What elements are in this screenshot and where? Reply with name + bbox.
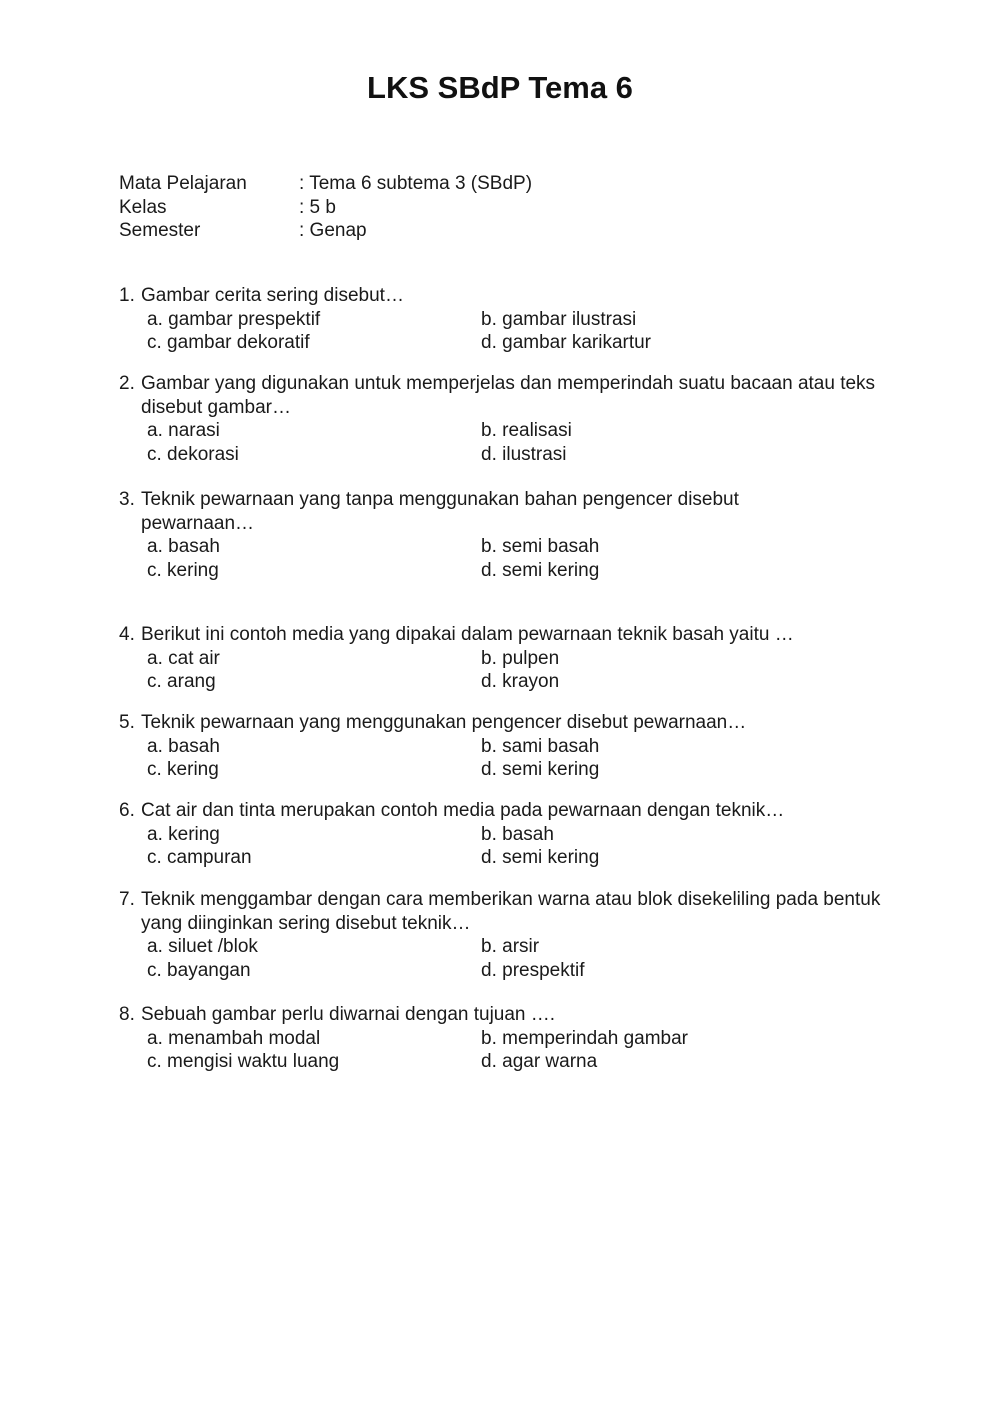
info-label: Semester — [119, 220, 201, 241]
option-a[interactable]: a. cat air — [147, 647, 220, 669]
question-number: 1. — [119, 285, 135, 306]
option-c[interactable]: c. bayangan — [147, 959, 251, 981]
question-2 — [119, 372, 886, 466]
question-text: Teknik menggambar dengan cara memberikan warna atau blok disekeliling pada bentuk yang diinginkan sering disebut teknik… — [141, 889, 881, 934]
question-stem — [119, 888, 886, 935]
info-block — [119, 172, 532, 243]
option-d[interactable]: d. semi kering — [481, 559, 600, 581]
question-stem — [119, 488, 815, 535]
option-c[interactable]: c. kering — [147, 559, 219, 581]
question-number: 2. — [119, 373, 135, 394]
option-c[interactable]: c. arang — [147, 671, 216, 692]
option-b[interactable]: b. arsir — [481, 936, 540, 957]
question-number: 8. — [119, 1004, 135, 1025]
question-5 — [119, 711, 886, 782]
option-d[interactable]: d. agar warna — [481, 1051, 598, 1072]
option-b[interactable]: b. semi basah — [481, 536, 600, 557]
question-number: 3. — [119, 489, 135, 510]
question-text: Gambar yang digunakan untuk memperjelas dan memperindah suatu bacaan atau teks disebut gambar… — [141, 373, 876, 418]
option-c[interactable]: c. campuran — [147, 847, 252, 868]
options-grid — [119, 935, 886, 982]
option-a[interactable]: a. kering — [147, 823, 220, 845]
option-b[interactable]: b. memperindah gambar — [481, 1027, 688, 1049]
option-a[interactable]: a. menambah modal — [147, 1027, 321, 1049]
option-a[interactable]: a. basah — [147, 536, 220, 557]
info-row-subject — [119, 172, 532, 196]
info-value: : 5 b — [299, 196, 336, 218]
option-c[interactable]: c. mengisi waktu luang — [147, 1051, 340, 1072]
info-row-semester — [119, 219, 532, 243]
info-row-class — [119, 196, 532, 220]
question-stem — [119, 623, 886, 647]
option-d[interactable]: d. gambar karikartur — [481, 332, 652, 353]
info-value: : Tema 6 subtema 3 (SBdP) — [299, 173, 533, 194]
question-text: Sebuah gambar perlu diwarnai dengan tujuan …. — [141, 1004, 556, 1025]
option-b[interactable]: b. pulpen — [481, 647, 560, 669]
option-c[interactable]: c. kering — [147, 759, 219, 780]
options-grid — [119, 535, 815, 582]
question-number: 4. — [119, 624, 135, 645]
option-b[interactable]: b. basah — [481, 823, 554, 845]
option-b[interactable]: b. sami basah — [481, 735, 600, 757]
options-grid — [119, 308, 886, 355]
question-stem — [119, 1003, 886, 1027]
question-number: 6. — [119, 800, 135, 821]
question-text: Teknik pewarnaan yang menggunakan pengencer disebut pewarnaan… — [141, 712, 747, 733]
info-value: : Genap — [299, 220, 367, 241]
option-b[interactable]: b. realisasi — [481, 420, 572, 441]
option-b[interactable]: b. gambar ilustrasi — [481, 308, 637, 330]
question-4 — [119, 623, 886, 694]
question-text: Cat air dan tinta merupakan contoh media pada pewarnaan dengan teknik… — [141, 800, 785, 821]
options-grid — [119, 419, 886, 466]
page-title: LKS SBdP Tema 6 — [367, 70, 633, 105]
options-grid — [119, 735, 886, 782]
question-3 — [119, 488, 815, 582]
option-a[interactable]: a. gambar prespektif — [147, 308, 321, 330]
question-stem — [119, 284, 886, 308]
options-grid — [119, 1027, 886, 1074]
options-grid — [119, 823, 886, 870]
option-d[interactable]: d. ilustrasi — [481, 443, 567, 465]
info-label: Kelas — [119, 196, 167, 218]
option-a[interactable]: a. basah — [147, 735, 220, 757]
question-7 — [119, 888, 886, 982]
option-c[interactable]: c. gambar dekoratif — [147, 332, 310, 353]
question-8 — [119, 1003, 886, 1074]
option-c[interactable]: c. dekorasi — [147, 443, 239, 465]
question-1 — [119, 284, 886, 355]
question-stem — [119, 711, 886, 735]
question-text: Gambar cerita sering disebut… — [141, 285, 404, 306]
option-a[interactable]: a. siluet /blok — [147, 936, 258, 957]
option-d[interactable]: d. prespektif — [481, 959, 585, 981]
option-d[interactable]: d. semi kering — [481, 847, 600, 868]
option-d[interactable]: d. krayon — [481, 671, 560, 692]
question-text: Teknik pewarnaan yang tanpa menggunakan bahan pengencer disebut pewarnaan… — [141, 489, 739, 534]
options-grid — [119, 647, 886, 694]
option-d[interactable]: d. semi kering — [481, 759, 600, 780]
question-6 — [119, 799, 886, 870]
question-number: 5. — [119, 712, 135, 733]
question-text: Berikut ini contoh media yang dipakai dalam pewarnaan teknik basah yaitu … — [141, 624, 794, 645]
info-label: Mata Pelajaran — [119, 173, 247, 194]
option-a[interactable]: a. narasi — [147, 420, 220, 441]
question-number: 7. — [119, 889, 135, 910]
question-stem — [119, 799, 886, 823]
question-stem — [119, 372, 886, 419]
